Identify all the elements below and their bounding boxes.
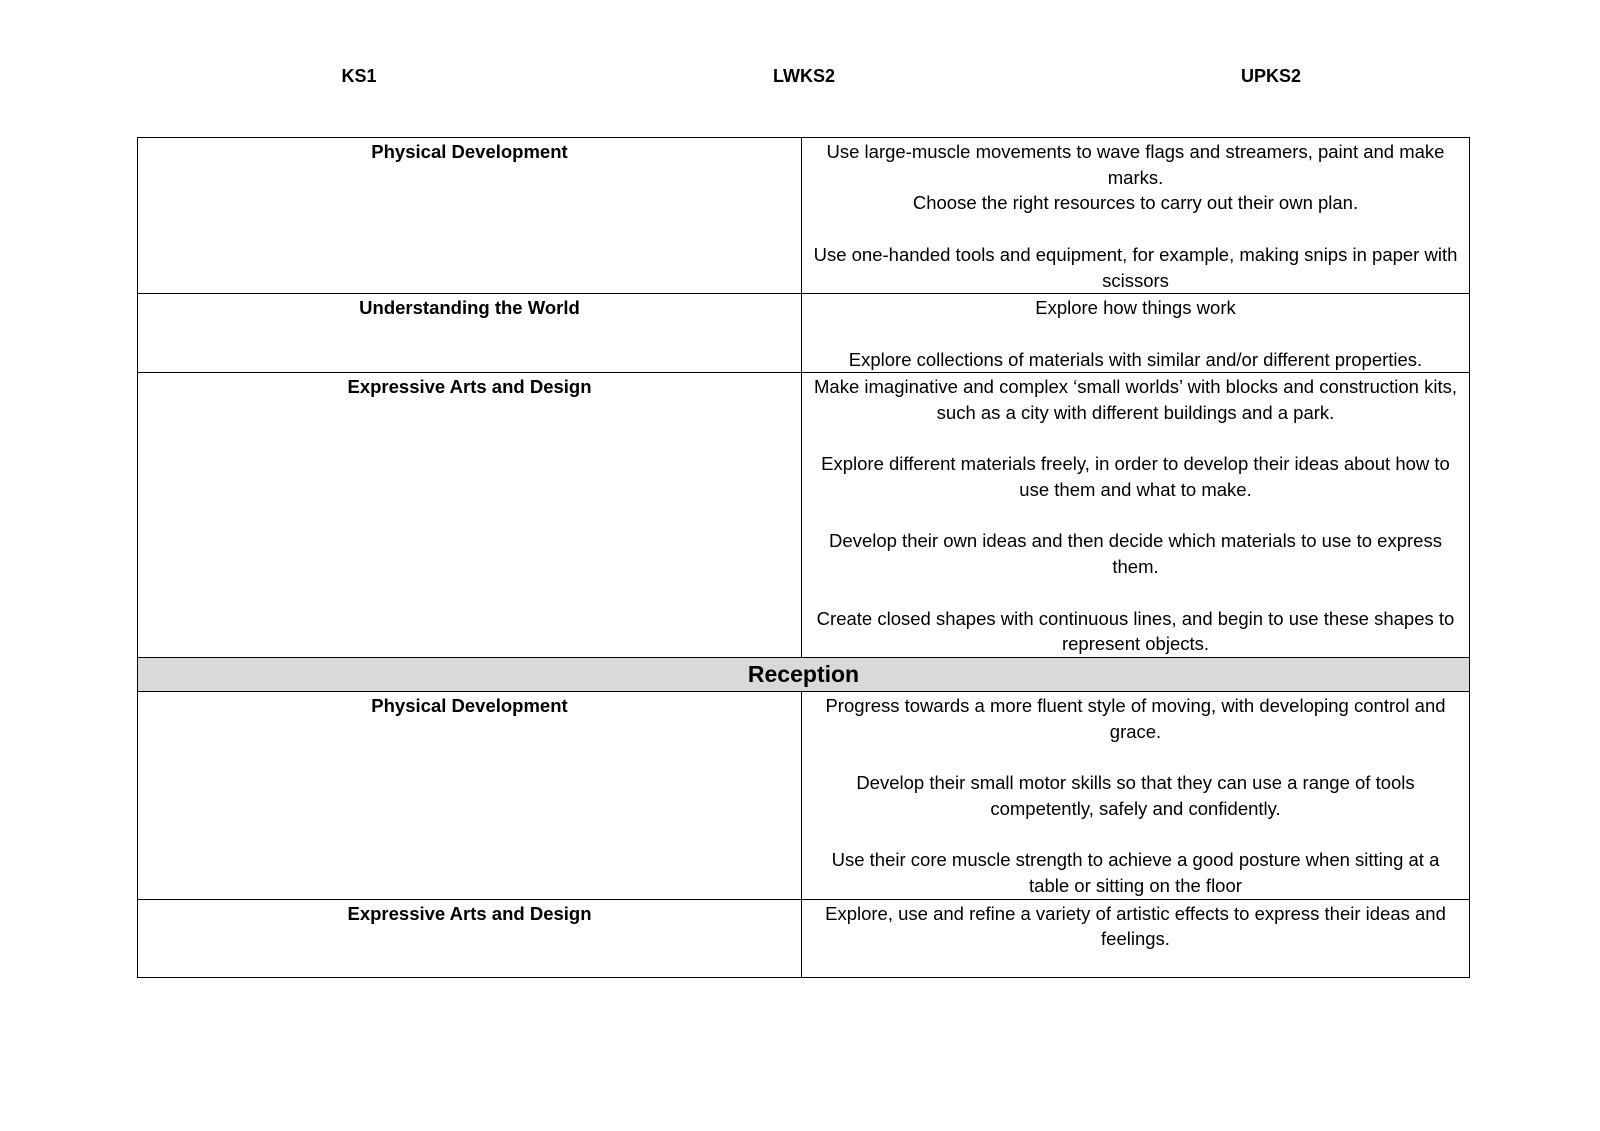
goal-text: Explore, use and refine a variety of artistic effects to express their ideas and feelings.: [825, 902, 1446, 950]
goal-text: Choose the right resources to carry out their own plan.: [912, 192, 1359, 214]
page-header: [0, 66, 1600, 96]
goal-text: Use one-handed tools and equipment, for example, making snips in paper with scissors: [813, 243, 1458, 291]
curriculum-table: [137, 137, 1470, 978]
goal-text: Explore different materials freely, in order to develop their ideas about how to use them and what to make.: [821, 453, 1450, 501]
goal-text: Make imaginative and complex ‘small worlds’ with blocks and construction kits, such as a city with different buildings and a park.: [814, 376, 1457, 423]
table-row: [138, 373, 1470, 658]
curriculum-table-container: [137, 137, 1469, 978]
goal-text: Develop their own ideas and then decide which materials to use to express them.: [829, 530, 1442, 578]
table-row: [138, 899, 1470, 977]
area-label-cell: Understanding the World: [138, 294, 802, 373]
area-label-cell: Expressive Arts and Design: [138, 373, 802, 658]
section-header-row: [138, 657, 1470, 691]
header-ks1: KS1: [341, 66, 377, 86]
area-label-cell: Physical Development: [138, 138, 802, 294]
goal-text: Explore how things work: [1035, 297, 1236, 319]
table-row: [138, 294, 1470, 373]
table-row: [138, 691, 1470, 899]
header-upks2: UPKS2: [1240, 66, 1302, 86]
goal-text: Explore collections of materials with similar and/or different properties.: [848, 348, 1423, 370]
header-lwks2: LWKS2: [772, 66, 836, 86]
goals-cell: [802, 294, 1470, 373]
goals-cell: [802, 899, 1470, 977]
goal-text: Use their core muscle strength to achieve a good posture when sitting at a table or sitting on the floor: [831, 849, 1440, 896]
area-label-cell: Physical Development: [138, 691, 802, 899]
goal-text: Create closed shapes with continuous lines, and begin to use these shapes to represent objects.: [816, 607, 1455, 655]
goals-cell: [802, 373, 1470, 658]
section-title: Reception: [138, 657, 1470, 691]
table-row: [138, 138, 1470, 294]
goal-text: Progress towards a more fluent style of moving, with developing control and grace.: [825, 694, 1446, 742]
goal-text: Use large-muscle movements to wave flags and streamers, paint and make marks.: [826, 141, 1445, 188]
goals-cell: [802, 138, 1470, 294]
area-label-cell: Expressive Arts and Design: [138, 899, 802, 977]
goal-text: Develop their small motor skills so that they can use a range of tools competently, safely and confidently.: [856, 772, 1415, 819]
goals-cell: [802, 691, 1470, 899]
